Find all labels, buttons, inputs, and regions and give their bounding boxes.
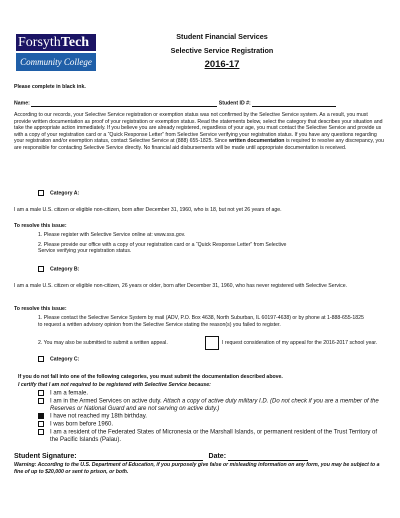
date-field[interactable] [228, 453, 308, 461]
intro-paragraph [14, 112, 386, 152]
exemption-checkbox-female[interactable] [38, 390, 44, 396]
logo-word-forsyth: Forsyth [18, 35, 61, 50]
exemption-checkbox-micronesia[interactable] [38, 429, 44, 435]
warning-text: Warning: According to the U.S. Department of Education, if you purposely give false or misleading information on any form, you may be subject to a fine of up to $20,000 or sent to prison, or both. [14, 462, 380, 475]
student-id-label: Student ID #: [218, 100, 251, 107]
category-b-step-2: 2. You may also be submitted to submit a written appeal. [38, 340, 168, 346]
intro-text: According to our records, your Selective Service registration or exemption status was not confirmed by the Selective Service system. As a result, you must provide written documentation as proof of your registration or exemption status. Read the statements below, select the category that describes your situation and take the appropriate action immediately. If you believe you are already registered, regardless of your age, you must contact the Selective Service and provide us with a copy of your registration card or a “Quick Response Letter” from Selective Service verifying your registration status. If you have any questions regarding your registration and/or exemption status, contact Selective Service at (888) 655-1825. Since [14, 112, 383, 145]
category-c-label: Category C: [50, 356, 80, 363]
exemption-option [38, 429, 383, 444]
exemption-option-text: I am a resident of the Federated States of Micronesia or the Marshall Islands, or permanent resident of the Trust Territory of the Pacific Islands (Palau). [50, 429, 378, 444]
form-header [120, 32, 324, 70]
name-id-row [14, 100, 386, 107]
category-c-note: If you do not fall into one of the following categories, you must submit the documentation described above. [18, 374, 283, 380]
category-a-step-2-cont: Service verifying your registration status. [38, 248, 132, 255]
category-a-heading [38, 190, 79, 197]
category-a-checkbox[interactable] [38, 190, 44, 196]
name-field[interactable] [31, 100, 217, 107]
ink-instructions: Please complete in black ink. [14, 84, 86, 90]
category-a-step-1: 1. Please register with Selective Service online at: www.sss.gov. [38, 232, 186, 238]
category-b-step-1: 1. Please contact the Selective Service System by mail (ADV, P.O. Box 4638, North Suburban, IL 60197-4638) or by phone at 1-888-655-1825 to request a written advisory opinion from the Selective Service stating the reason(s) you failed to register. [38, 315, 364, 328]
exemption-option-text: I have not reached my 18th birthday. [50, 413, 147, 420]
signature-label: Student Signature: [14, 453, 77, 460]
category-a-resolve-heading: To resolve this issue: [14, 223, 67, 229]
category-a-steps [38, 232, 378, 255]
logo-wordmark [16, 34, 96, 51]
logo-subtitle: Community College [16, 53, 96, 71]
logo-word-tech: Tech [60, 35, 90, 50]
category-b-description: I am a male U.S. citizen or eligible non-citizen, 26 years or older, born after December 31, 1960, who has never registered with Selective Service. [14, 283, 348, 289]
form-subtitle: Selective Service Registration [170, 46, 274, 55]
exemption-option-text: I am in the Armed Services on active duty. [50, 398, 162, 405]
student-id-field[interactable] [252, 100, 336, 107]
exemption-option [38, 398, 383, 413]
category-c-checkbox[interactable] [38, 356, 44, 362]
exemption-option-text: I was born before 1960. [50, 421, 114, 428]
intro-emphasis: written documentation [228, 138, 285, 145]
category-c-certify: I certify that I am not required to be registered with Selective Service because: [18, 382, 211, 388]
category-b-resolve-heading: To resolve this issue: [14, 306, 67, 312]
signature-row [14, 453, 386, 461]
category-a-description: I am a male U.S. citizen or eligible non-citizen, born after December 31, 1960, who is 18, but not yet 26 years of age. [14, 207, 282, 213]
exemption-checkbox-under-18[interactable] [38, 413, 44, 419]
date-label: Date: [208, 453, 227, 460]
exemption-option-note: Attach a copy of active duty military I.D. (Do not check if you are a member of the Reserves or National Guard and are not serving on active duty.) [50, 398, 379, 412]
category-b-heading [38, 266, 79, 273]
form-year: 2016-17 [204, 59, 240, 70]
exemption-checkbox-born-before-1960[interactable] [38, 421, 44, 427]
college-logo [16, 34, 96, 74]
exemption-option [38, 390, 383, 398]
appeal-checkbox[interactable] [205, 336, 219, 350]
form-title: Student Financial Services [176, 32, 268, 41]
signature-field[interactable] [79, 453, 203, 461]
exemption-option [38, 413, 383, 421]
name-label: Name: [14, 100, 30, 107]
appeal-text: I request consideration of my appeal for the 2016-2017 school year. [222, 340, 378, 346]
category-c-heading [38, 356, 79, 363]
category-b-label: Category B: [50, 266, 80, 273]
exemption-option [38, 421, 383, 429]
category-b-checkbox[interactable] [38, 266, 44, 272]
exemption-checkbox-armed-services[interactable] [38, 398, 44, 404]
exemption-options [38, 390, 383, 445]
exemption-option-text: I am a female. [50, 390, 89, 397]
category-a-label: Category A: [50, 190, 80, 197]
intro-tail: is required to resolve any discrepancy, you are responsible for contacting Selective Service directly. No financial aid disbursements will be made until appropriate documentation is received. [14, 138, 384, 151]
category-a-step-2: 2. Please provide our office with a copy of your registration card or a “Quick Response Letter” from Selective [38, 241, 287, 248]
